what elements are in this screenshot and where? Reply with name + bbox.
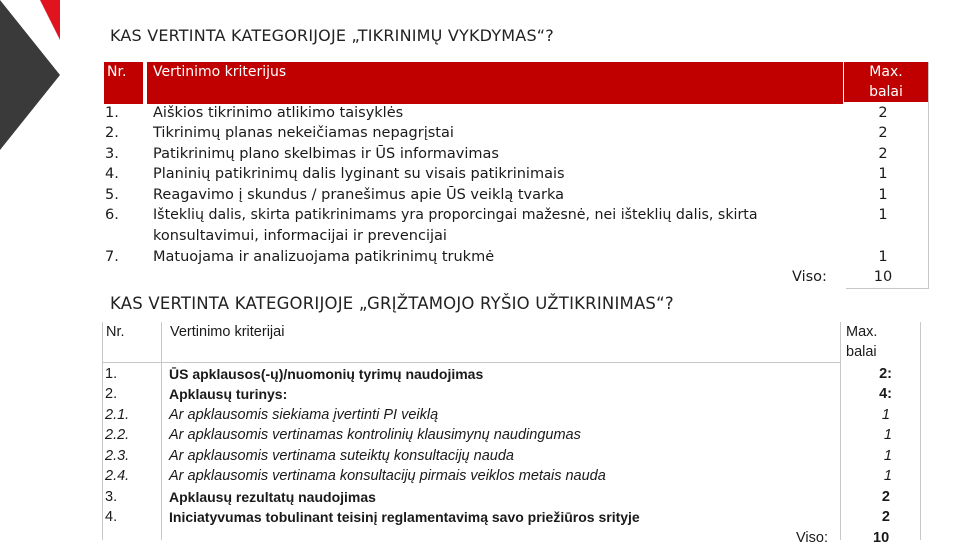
table-row-criteria: Iniciatyvumas tobulinant teisinį reglamentavimą savo priežiūros srityje — [169, 509, 640, 525]
table-row-criteria: Planinių patikrinimų dalis lyginant su visais patikrinimais — [153, 166, 565, 182]
table-header-points: balai — [846, 344, 877, 360]
total-label: Viso: — [792, 269, 827, 285]
table-row-score: 2 — [878, 105, 888, 121]
table-row-criteria: Apklausų rezultatų naudojimas — [169, 489, 376, 505]
table-row-nr: 2.2. — [105, 427, 130, 443]
table-row-nr: 2.1. — [105, 407, 130, 423]
table-row-nr: 2.3. — [105, 448, 130, 464]
table-row-score: 2 — [878, 146, 888, 162]
section-title-inspections: KAS VERTINTA KATEGORIJOJE „TIKRINIMŲ VYKDYMAS“? — [110, 26, 554, 45]
table-row-nr: 2. — [105, 125, 119, 141]
table-row-score: 2 — [878, 125, 888, 141]
table-header-nr: Nr. — [106, 324, 125, 340]
table-row-score: 2 — [881, 509, 890, 525]
table-row-criteria: Ar apklausomis vertinama konsultacijų pirmais veiklos metais nauda — [169, 468, 606, 484]
table-header-max — [844, 62, 928, 102]
total-value: 10 — [873, 530, 890, 546]
table-row-criteria: Ar apklausomis siekiama įvertinti PI veiklą — [169, 407, 439, 423]
table-row-score: 2: — [879, 366, 892, 382]
points-label: balai — [869, 84, 903, 100]
table-row-score: 4: — [879, 386, 892, 402]
table-row-score: 1 — [878, 207, 888, 223]
table-row-score: 2 — [881, 489, 890, 505]
table-row-criteria: Tikrinimų planas nekeičiamas nepagrįstai — [153, 125, 454, 141]
section-title-feedback: KAS VERTINTA KATEGORIJOJE „GRĮŽTAMOJO RYŠIO UŽTIKRINIMAS“? — [110, 294, 674, 313]
table-row-criteria: Reagavimo į skundus / pranešimus apie ŪS veiklą tvarka — [153, 187, 564, 203]
table-row-criteria: Apklausų turinys: — [169, 386, 288, 402]
table-row-score: 1 — [878, 166, 888, 182]
table-row-nr: 7. — [105, 249, 119, 265]
table-row-score: 1 — [878, 249, 888, 265]
table-row-nr: 6. — [105, 207, 119, 223]
total-value: 10 — [873, 269, 893, 285]
table-row-score: 1 — [883, 448, 892, 464]
table-row-criteria: Ar apklausomis vertinama suteiktų konsultacijų nauda — [169, 448, 514, 464]
table-row-score: 1 — [883, 427, 892, 443]
table-row-criteria: Aiškios tikrinimo atlikimo taisyklės — [153, 105, 404, 121]
table-row-criteria: Išteklių dalis, skirta patikrinimams yra proporcingai mažesnė, nei išteklių dalis, skirta — [153, 207, 758, 223]
table-row-score: 1 — [881, 407, 890, 423]
table-row-nr: 1. — [105, 366, 118, 382]
table-row-nr: 3. — [105, 146, 119, 162]
table-row-nr: 1. — [105, 105, 119, 121]
table-row-nr: 4. — [105, 509, 118, 525]
table-row-criteria: Ar apklausomis vertinamas kontrolinių klausimynų naudingumas — [169, 427, 581, 443]
table-row-nr: 2. — [105, 386, 118, 402]
table-row-nr: 2.4. — [105, 468, 130, 484]
max-label: Max. — [869, 64, 903, 80]
table-row-criteria: Matuojama ir analizuojama patikrinimų trukmė — [153, 249, 495, 265]
table-header-criteria: Vertinimo kriterijus — [147, 62, 843, 104]
table-row-criteria: Patikrinimų plano skelbimas ir ŪS informavimas — [153, 146, 499, 162]
table-row-score: 1 — [878, 187, 888, 203]
table-row-nr: 5. — [105, 187, 119, 203]
table-header-criteria: Vertinimo kriterijai — [170, 324, 285, 340]
table-row-criteria-cont: konsultavimui, informacijai ir prevencijai — [153, 228, 447, 244]
table-row-nr: 4. — [105, 166, 119, 182]
table-header-max: Max. — [846, 324, 878, 340]
table-header-nr: Nr. — [104, 62, 143, 104]
total-label: Viso: — [796, 530, 828, 546]
table-row-score: 1 — [883, 468, 892, 484]
table-row-nr: 3. — [105, 489, 118, 505]
table-row-criteria: ŪS apklausos(-ų)/nuomonių tyrimų naudojimas — [169, 366, 484, 382]
decorative-chevron — [0, 0, 60, 180]
